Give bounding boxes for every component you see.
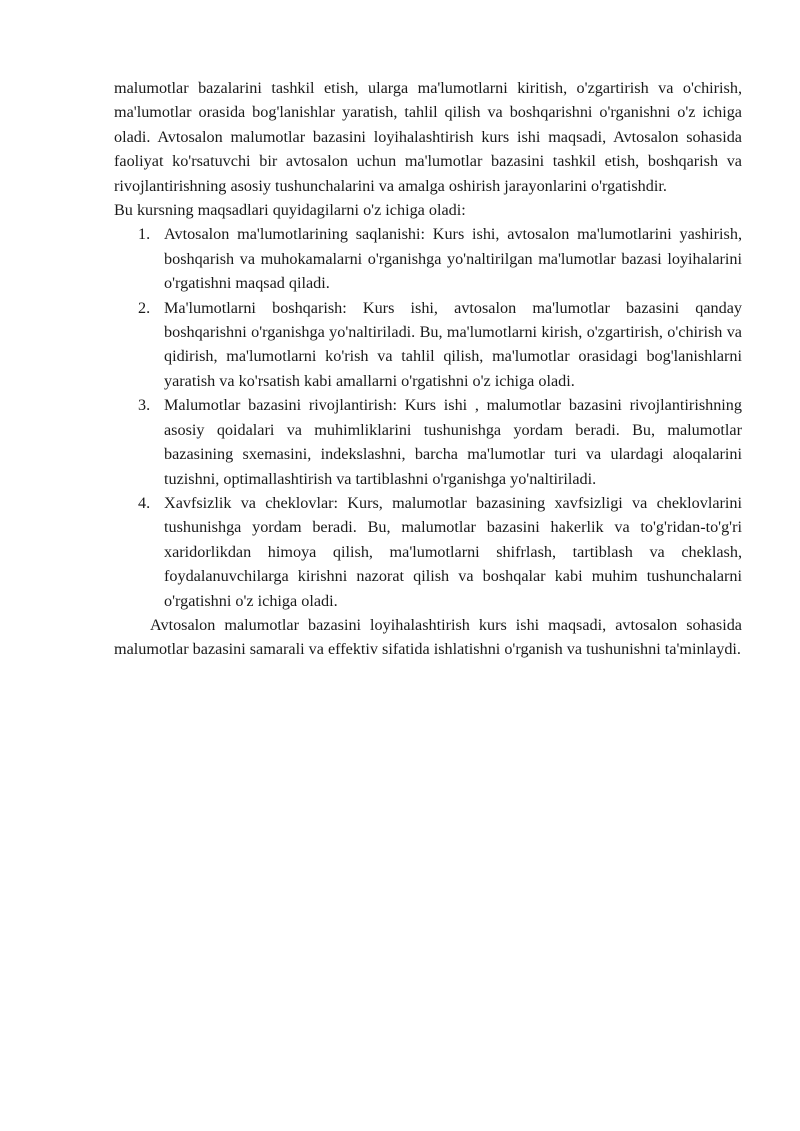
- goal-number: 4.: [138, 493, 151, 512]
- goals-heading: Bu kursning maqsadlari quyidagilarni o'z ichiga oladi:: [114, 201, 466, 220]
- goal-item-3: [114, 393, 742, 491]
- goal-text: Avtosalon ma'lumotlarining saqlanishi: Kurs ishi, avtosalon ma'lumotlarini yashirish, boshqarish va muhokamalarni o'rganishga yo'naltirilgan ma'lumotlar bazasi loyihalarini o'rgatishni maqsad qiladi.: [164, 225, 742, 293]
- goal-text: Xavfsizlik va cheklovlar: Kurs, malumotlar bazasining xavfsizligi va cheklovlarini tushunishga yordam beradi. Bu, malumotlar bazasini hakerlik va to'g'ridan-to'g'ri xaridorlikdan himoya qilish, ma'lumotlarni shifrlash, tartiblash va cheklash, foydalanuvchilarga kirishni nazorat qilish va boshqalar kabi muhim tushunchalarni o'rgatishni o'z ichiga oladi.: [164, 493, 742, 610]
- goal-number: 2.: [138, 298, 151, 317]
- goals-list: [114, 222, 742, 613]
- goal-number: 1.: [138, 225, 151, 244]
- goal-item-2: [114, 296, 742, 394]
- document-page: [114, 76, 742, 662]
- goal-item-4: [114, 491, 742, 613]
- conclusion-paragraph: Avtosalon malumotlar bazasini loyihalashtirish kurs ishi maqsadi, avtosalon sohasida malumotlar bazasini samarali va effektiv sifatida ishlatishni o'rganish va tushunishni ta'minlaydi.: [114, 615, 742, 659]
- intro-paragraph: malumotlar bazalarini tashkil etish, ularga ma'lumotlarni kiritish, o'zgartirish va o'chirish, ma'lumotlar orasida bog'lanishlar yaratish, tahlil qilish va boshqarishni o'rganishni o'z ichiga oladi. Avtosalon malumotlar bazasini loyihalashtirish kurs ishi maqsadi, Avtosalon sohasida faoliyat ko'rsatuvchi bir avtosalon uchun ma'lumotlar bazasini tashkil etish, boshqarish va rivojlantirishning asosiy tushunchalarini va amalga oshirish jarayonlarini o'rgatishdir.: [114, 79, 742, 195]
- goal-item-1: [114, 222, 742, 295]
- goal-text: Malumotlar bazasini rivojlantirish: Kurs ishi , malumotlar bazasini rivojlantirishning asosiy qoidalari va muhimliklarini tushunishga yordam beradi. Bu, malumotlar bazasining sxemasini, indekslashni, barcha ma'lumotlar turi va ulardagi aloqalarini tuzishni, optimallashtirish va tartiblashni o'rganishga yo'naltiriladi.: [164, 396, 742, 488]
- goal-text: Ma'lumotlarni boshqarish: Kurs ishi, avtosalon ma'lumotlar bazasini qanday boshqarishni o'rganishga yo'naltiriladi. Bu, ma'lumotlarni kirish, o'zgartirish, o'chirish va qidirish, ma'lumotlarni ko'rish va tahlil qilish, ma'lumotlar orasidagi bog'lanishlarni yaratish va ko'rsatish kabi amallarni o'rgatishni o'z ichiga oladi.: [164, 298, 742, 390]
- goal-number: 3.: [138, 396, 151, 415]
